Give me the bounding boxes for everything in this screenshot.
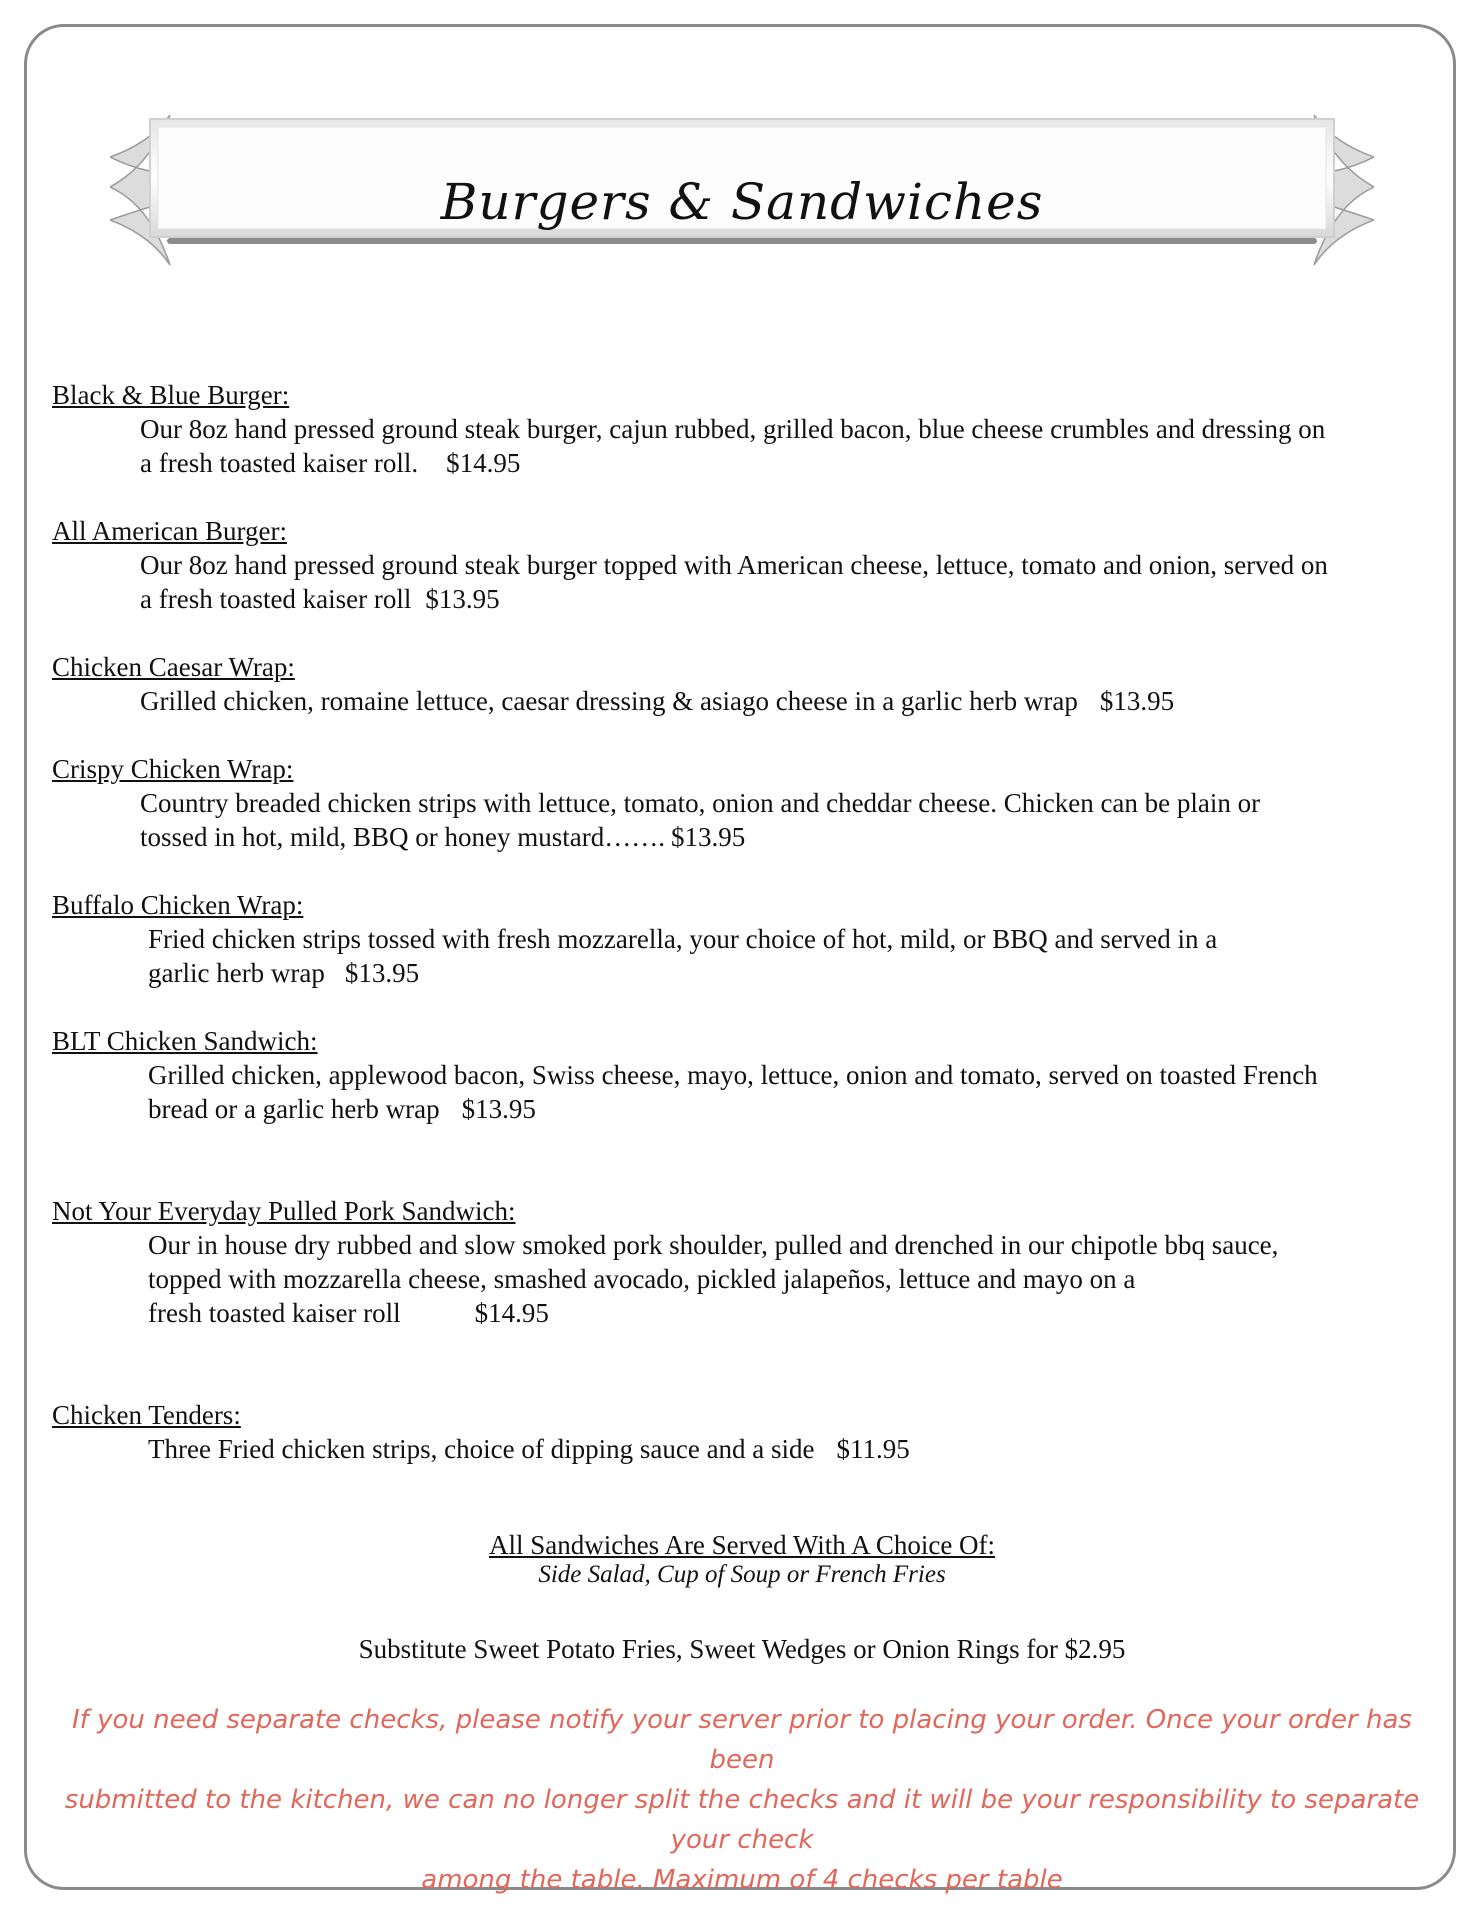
- item-name: BLT Chicken Sandwich:: [52, 1026, 318, 1056]
- item-description-line: Our 8oz hand pressed ground steak burger topped with American cheese, lettuce, tomato and onion, served on: [140, 550, 1328, 580]
- item-description-line: garlic herb wrap $13.95: [148, 958, 420, 988]
- item-description: [52, 548, 1392, 616]
- menu-item: [52, 1398, 1392, 1466]
- item-description-line: Our 8oz hand pressed ground steak burger, cajun rubbed, grilled bacon, blue cheese crumbles and dressing on: [140, 414, 1326, 444]
- item-description-line: tossed in hot, mild, BBQ or honey mustard……. $13.95: [140, 822, 746, 852]
- item-description-line: Grilled chicken, romaine lettuce, caesar dressing & asiago cheese in a garlic herb wrap $13.95: [140, 686, 1175, 716]
- item-description-line: Three Fried chicken strips, choice of dipping sauce and a side $11.95: [148, 1434, 910, 1464]
- item-name: Black & Blue Burger:: [52, 380, 290, 410]
- menu-item: [52, 378, 1392, 480]
- menu-item: [52, 888, 1392, 990]
- item-price: $14.95: [446, 448, 521, 478]
- notice-line: If you need separate checks, please notify your server prior to placing your order. Once your order has been: [72, 1705, 1412, 1775]
- sides-options: Side Salad, Cup of Soup or French Fries: [538, 1561, 946, 1588]
- item-price: $14.95: [474, 1298, 549, 1328]
- sides-heading: All Sandwiches Are Served With A Choice Of:: [488, 1530, 996, 1560]
- item-description: [52, 1432, 1392, 1466]
- menu-item: [52, 514, 1392, 616]
- item-name: Chicken Caesar Wrap:: [52, 652, 295, 682]
- item-name: Chicken Tenders:: [52, 1400, 241, 1430]
- item-description-line: Country breaded chicken strips with lettuce, tomato, onion and cheddar cheese. Chicken can be plain or: [140, 788, 1261, 818]
- item-description-line: a fresh toasted kaiser roll. $14.95: [140, 448, 521, 478]
- menu-item: [52, 1024, 1392, 1126]
- item-name: Buffalo Chicken Wrap:: [52, 890, 304, 920]
- item-description-line: topped with mozzarella cheese, smashed avocado, pickled jalapeños, lettuce and mayo on a: [148, 1264, 1136, 1294]
- item-price: $13.95: [425, 584, 500, 614]
- page-title: Burgers & Sandwiches: [440, 173, 1044, 231]
- item-price: $13.95: [344, 958, 420, 988]
- notice-line: among the table. Maximum of 4 checks per table: [421, 1865, 1063, 1895]
- item-price: $13.95: [670, 822, 746, 852]
- item-description: [52, 786, 1392, 854]
- item-description-line: Our in house dry rubbed and slow smoked pork shoulder, pulled and drenched in our chipotle bbq sauce,: [148, 1230, 1279, 1260]
- item-name: Not Your Everyday Pulled Pork Sandwich:: [52, 1196, 516, 1226]
- item-description-line: a fresh toasted kaiser roll $13.95: [140, 584, 500, 614]
- menu-item: [52, 1194, 1392, 1330]
- title-banner: [110, 95, 1374, 315]
- item-name: All American Burger:: [52, 516, 287, 546]
- separate-checks-notice: [60, 1700, 1424, 1900]
- item-description-line: Fried chicken strips tossed with fresh mozzarella, your choice of hot, mild, or BBQ and served in a: [148, 924, 1218, 954]
- item-description-line: bread or a garlic herb wrap $13.95: [148, 1094, 536, 1124]
- item-price: $13.95: [1099, 686, 1175, 716]
- item-description: [52, 684, 1392, 718]
- item-description: [52, 412, 1392, 480]
- substitute-info: [0, 1634, 1484, 1665]
- notice-line: submitted to the kitchen, we can no longer split the checks and it will be your responsibility to separate your check: [64, 1785, 1420, 1855]
- item-price: $13.95: [461, 1094, 536, 1124]
- item-name: Crispy Chicken Wrap:: [52, 754, 294, 784]
- menu-item: [52, 752, 1392, 854]
- menu-item: [52, 650, 1392, 718]
- item-description-line: fresh toasted kaiser roll $14.95: [148, 1298, 549, 1328]
- substitute-text: Substitute Sweet Potato Fries, Sweet Wedges or Onion Rings for $2.95: [358, 1634, 1126, 1664]
- item-price: $11.95: [836, 1434, 910, 1464]
- sides-info: [0, 1530, 1484, 1589]
- item-description: [52, 1228, 1392, 1330]
- item-description: [52, 922, 1392, 990]
- item-description: [52, 1058, 1392, 1126]
- item-description-line: Grilled chicken, applewood bacon, Swiss cheese, mayo, lettuce, onion and tomato, served on toasted French: [148, 1060, 1318, 1090]
